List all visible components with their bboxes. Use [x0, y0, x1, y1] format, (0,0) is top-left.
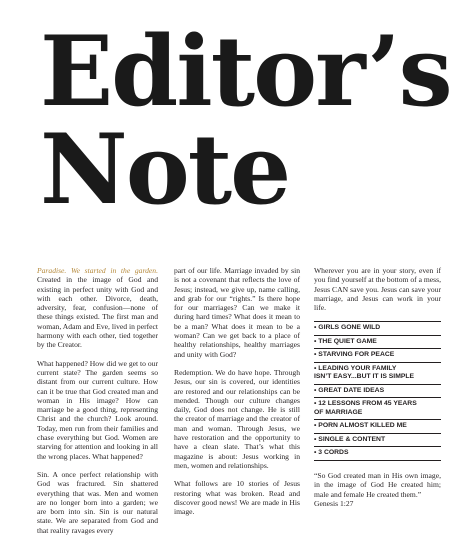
- column-1-paragraph-2: What happened? How did we get to our current state? The garden seems so distant from our current culture. How can it be true that God created man and woman in His image? How can marriage be a good thing, representing Christ and the church? Look around. Today, men run from their families and chase everything but God. Women are starving for attention and looking in all the wrong places. What happened?: [37, 358, 158, 461]
- contents-item: • 3 CORDS: [314, 447, 441, 461]
- lead-in-text: Paradise. We started in the garden.: [37, 266, 158, 275]
- headline-line-2: Note: [40, 113, 290, 226]
- article-column-3: [314, 266, 441, 508]
- contents-item: • GIRLS GONE WILD: [314, 322, 441, 336]
- contents-item: • SINGLE & CONTENT: [314, 434, 441, 448]
- column-1-paragraph-3: Sin. A once perfect relationship with God was fractured. Sin shattered everything that was. Men and women are no longer born into a garden; we are born into sin. Sin is our natural state. We are separated from God and that reality ravages every: [37, 469, 158, 535]
- column-2-paragraph-3: What follows are 10 stories of Jesus restoring what was broken. Read and discover good news! We are made in His image.: [174, 479, 300, 517]
- contents-item: • GREAT DATE IDEAS: [314, 385, 441, 399]
- contents-item: • LEADING YOUR FAMILY ISN’T EASY...BUT IT IS SIMPLE: [314, 363, 441, 385]
- contents-list: [314, 321, 441, 461]
- article-column-1: [37, 266, 158, 535]
- column-1-paragraph-1-body: Created in the image of God and existing in perfect unity with God and with each other. Divorce, death, adversity, fear, confusion—none of these things existed. The first man and woman, Adam and Eve, lived in perfect harmony with each other, tied together by the Creator.: [37, 275, 158, 350]
- column-3-intro: Wherever you are in your story, even if you find yourself at the bottom of a mess, Jesus CAN save you. Jesus can save your marriage, and Jesus can work in your life.: [314, 266, 441, 313]
- scripture-quote: [314, 471, 441, 508]
- column-1-paragraph-1: [37, 266, 158, 350]
- contents-item: • THE QUIET GAME: [314, 336, 441, 350]
- scripture-quote-text: “So God created man in His own image, in the image of God He created him; male and female He created them.”: [314, 470, 441, 499]
- article-column-2: [174, 266, 300, 516]
- headline-line-1: Editor’s: [40, 15, 451, 128]
- contents-item: • STARVING FOR PEACE: [314, 349, 441, 363]
- column-2-paragraph-2: Redemption. We do have hope. Through Jesus, our sin is covered, our identities are restored and our relationships can be mended. Though our culture changes daily, God does not change. He is still the creator of marriage and the creator of man and woman. Through Jesus, we have restoration and the opportunity to have a clean slate. That’s what this magazine is about: Jesus working in men, women and relationships.: [174, 367, 300, 470]
- contents-item: • 12 LESSONS FROM 45 YEARS OF MARRIAGE: [314, 398, 441, 420]
- scripture-reference: Genesis 1:27: [314, 498, 354, 508]
- contents-item: • PORN ALMOST KILLED ME: [314, 420, 441, 434]
- column-2-paragraph-1: part of our life. Marriage invaded by sin is not a covenant that reflects the love of Jesus; instead, we give up, name calling, and grab for our “rights.” Is there hope for our marriages? Can we make it during hard times? What does it mean to be a man? What does it mean to be a woman? Can we get back to a place of healthy relationships, healthy marriages and unity with God?: [174, 266, 300, 359]
